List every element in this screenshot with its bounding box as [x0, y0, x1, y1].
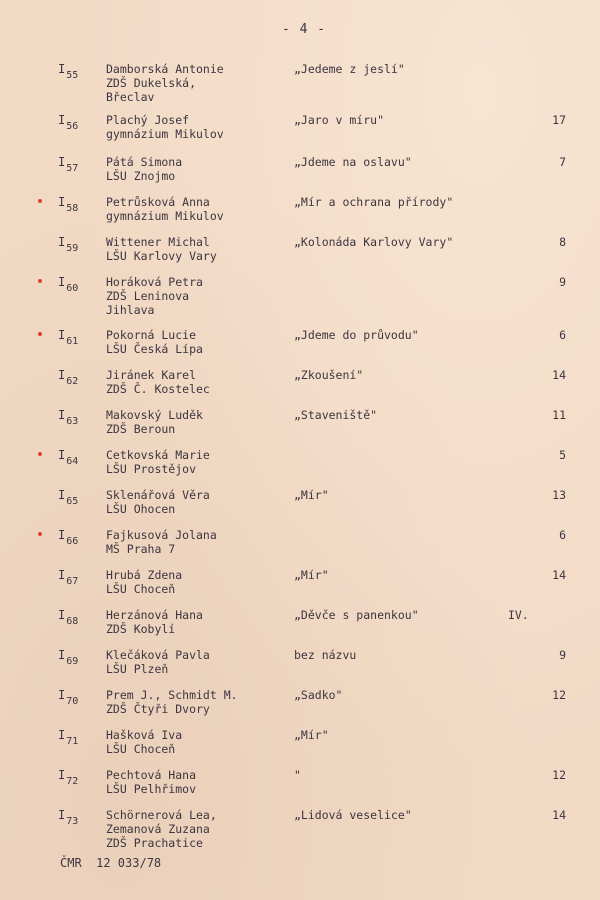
entry-author-line: Hašková Iva — [106, 728, 183, 742]
entry-code-letter: I — [58, 448, 66, 462]
entry-author-line: LŠU Znojmo — [106, 169, 176, 183]
entry-number: 8 — [559, 235, 566, 249]
entry-code-number: 73 — [66, 816, 79, 827]
entry-number: 6 — [559, 328, 566, 342]
entry-author — [106, 728, 182, 756]
entry-author — [106, 408, 203, 436]
entry-code-number: 61 — [66, 336, 79, 347]
entry-author-line: LŠU Choceň — [106, 742, 176, 756]
entry-code — [58, 728, 79, 747]
entry-code — [58, 488, 79, 507]
entry-code — [58, 648, 79, 667]
entry-title: „Zkoušení" — [294, 368, 364, 382]
entry-code-letter: I — [58, 608, 66, 622]
entry-author-line: Schörnerová Lea, — [106, 808, 217, 822]
entry-author — [106, 808, 217, 850]
entry-author-line: Fajkusová Jolana — [106, 528, 217, 542]
entry-author — [106, 488, 210, 516]
entry-code-letter: I — [58, 408, 66, 422]
entry-author-line: ZDŠ Dukelská, — [106, 76, 197, 90]
entry-code — [58, 608, 79, 627]
entry-number: 5 — [559, 448, 566, 462]
entry-code-number: 62 — [66, 376, 79, 387]
page-number: - 4 - — [282, 22, 327, 37]
entry-author — [106, 528, 217, 556]
entry-code-letter: I — [58, 768, 66, 782]
entry-title: „Kolonáda Karlovy Vary" — [294, 235, 454, 249]
entry-author-line: Pokorná Lucie — [106, 328, 197, 342]
entry-author — [106, 328, 203, 356]
entry-author-line: Břeclav — [106, 90, 155, 104]
entry-code — [58, 448, 79, 467]
document-reference: ČMR 12 033/78 — [60, 856, 162, 870]
entry-title: „Jdeme do průvodu" — [294, 328, 419, 342]
red-dot-mark — [38, 199, 42, 203]
entry-author — [106, 62, 224, 104]
entry-author-line: Herzánová Hana — [106, 608, 203, 622]
entry-code-letter: I — [58, 488, 66, 502]
entry-number: 17 — [552, 113, 566, 127]
entry-code — [58, 328, 79, 347]
entry-author-line: Horáková Petra — [106, 275, 203, 289]
entry-title: „Mír" — [294, 488, 329, 502]
entry-author-line: LŠU Karlovy Vary — [106, 249, 217, 263]
entry-code-number: 59 — [66, 243, 79, 254]
entry-number: 12 — [552, 688, 566, 702]
entry-code-number: 69 — [66, 656, 79, 667]
entry-code — [58, 768, 79, 787]
entry-author-line: MŠ Praha 7 — [106, 542, 176, 556]
entry-title: „Lidová veselice" — [294, 808, 412, 822]
entry-number: 14 — [552, 368, 566, 382]
entry-code — [58, 62, 79, 81]
entry-code-letter: I — [58, 235, 66, 249]
entry-code-number: 70 — [66, 696, 79, 707]
entry-author — [106, 648, 210, 676]
entry-code-number: 58 — [66, 203, 79, 214]
entry-code — [58, 113, 79, 132]
entry-code-number: 71 — [66, 736, 79, 747]
entry-author-line: Damborská Antonie — [106, 62, 224, 76]
entry-code — [58, 275, 79, 294]
entry-title: „Jedeme z jeslí" — [294, 62, 405, 76]
entry-author — [106, 688, 238, 716]
entry-code-letter: I — [58, 648, 66, 662]
entry-code-letter: I — [58, 155, 66, 169]
entry-title: „Mír" — [294, 568, 329, 582]
entry-number: 11 — [552, 408, 566, 422]
red-dot-mark — [38, 452, 42, 456]
entry-number: 14 — [552, 568, 566, 582]
entry-title: „Jaro v míru" — [294, 113, 385, 127]
entry-author-line: Jiránek Karel — [106, 368, 197, 382]
entry-author-line: LŠU Ohocen — [106, 502, 176, 516]
entry-code-letter: I — [58, 528, 66, 542]
entry-author-line: Jihlava — [106, 303, 155, 317]
entry-author — [106, 235, 217, 263]
entry-code-number: 57 — [66, 163, 79, 174]
entry-author-line: Cetkovská Marie — [106, 448, 210, 462]
entry-title: „Jdeme na oslavu" — [294, 155, 412, 169]
entry-code-letter: I — [58, 328, 66, 342]
entry-author — [106, 155, 182, 183]
entry-author-line: gymnázium Mikulov — [106, 127, 224, 141]
entry-code-letter: I — [58, 688, 66, 702]
entry-author-line: ZDŠ Prachatice — [106, 836, 203, 850]
entry-code-number: 60 — [66, 283, 79, 294]
entry-author — [106, 448, 210, 476]
entry-code-number: 67 — [66, 576, 79, 587]
entry-author — [106, 195, 224, 223]
entry-author-line: ZDŠ Č. Kostelec — [106, 382, 210, 396]
entry-author-line: Prem J., Schmidt M. — [106, 688, 238, 702]
red-dot-mark — [38, 279, 42, 283]
entry-author-line: ZDŠ Beroun — [106, 422, 176, 436]
entry-title: „Děvče s panenkou" — [294, 608, 419, 622]
entry-code-letter: I — [58, 62, 66, 76]
entry-code — [58, 568, 79, 587]
red-dot-mark — [38, 532, 42, 536]
entry-code-letter: I — [58, 195, 66, 209]
entry-code — [58, 368, 79, 387]
entry-code — [58, 688, 79, 707]
entry-author — [106, 368, 210, 396]
entry-author-line: Klečáková Pavla — [106, 648, 210, 662]
entry-title: " — [294, 768, 301, 782]
entry-author-line: LŠU Česká Lípa — [106, 342, 203, 356]
entry-code-letter: I — [58, 808, 66, 822]
red-dot-mark — [38, 332, 42, 336]
entry-author-line: LŠU Plzeň — [106, 662, 169, 676]
entry-code-number: 56 — [66, 121, 79, 132]
entry-author-line: Makovský Luděk — [106, 408, 203, 422]
entry-author-line: LŠU Prostějov — [106, 462, 197, 476]
entry-code-number: 64 — [66, 456, 79, 467]
entry-author — [106, 275, 203, 317]
entry-author — [106, 768, 196, 796]
entry-code — [58, 528, 79, 547]
entry-code-letter: I — [58, 368, 66, 382]
entry-title: „Staveniště" — [294, 408, 378, 422]
entry-title: bez názvu — [294, 648, 357, 662]
entry-code-letter: I — [58, 275, 66, 289]
entry-title: „Sadko" — [294, 688, 343, 702]
entry-author-line: Plachý Josef — [106, 113, 190, 127]
entry-code — [58, 408, 79, 427]
entry-code-number: 68 — [66, 616, 79, 627]
entry-title: „Mír" — [294, 728, 329, 742]
entry-number: 6 — [559, 528, 566, 542]
entry-author — [106, 568, 182, 596]
entry-author-line: ZDŠ Leninova — [106, 289, 190, 303]
entry-code — [58, 155, 79, 174]
entry-code — [58, 195, 79, 214]
entry-number: 14 — [552, 808, 566, 822]
entry-code — [58, 808, 79, 827]
entry-number: 13 — [552, 488, 566, 502]
entry-category: IV. — [508, 608, 529, 622]
entry-number: 9 — [559, 275, 566, 289]
entry-author-line: Wittener Michal — [106, 235, 210, 249]
entry-author-line: Sklenářová Věra — [106, 488, 210, 502]
entry-code-letter: I — [58, 728, 66, 742]
entry-number: 7 — [559, 155, 566, 169]
entry-author — [106, 113, 224, 141]
entry-author-line: Petrůsková Anna — [106, 195, 210, 209]
entry-author-line: LŠU Pelhřimov — [106, 782, 197, 796]
entry-author-line: Pátá Simona — [106, 155, 183, 169]
entry-code-number: 63 — [66, 416, 79, 427]
entry-code-number: 72 — [66, 776, 79, 787]
entry-code-letter: I — [58, 568, 66, 582]
entry-title: „Mír a ochrana přírody" — [294, 195, 454, 209]
entry-author-line: gymnázium Mikulov — [106, 209, 224, 223]
entry-author-line: ZDŠ Kobylí — [106, 622, 176, 636]
entry-author — [106, 608, 203, 636]
entry-author-line: LŠU Choceň — [106, 582, 176, 596]
entry-author-line: Pechtová Hana — [106, 768, 197, 782]
entry-code — [58, 235, 79, 254]
entry-code-number: 55 — [66, 70, 79, 81]
entry-number: 12 — [552, 768, 566, 782]
entry-code-letter: I — [58, 113, 66, 127]
entry-author-line: ZDŠ Čtyři Dvory — [106, 702, 210, 716]
entry-author-line: Zemanová Zuzana — [106, 822, 210, 836]
entry-author-line: Hrubá Zdena — [106, 568, 183, 582]
entry-code-number: 66 — [66, 536, 79, 547]
entry-code-number: 65 — [66, 496, 79, 507]
entry-number: 9 — [559, 648, 566, 662]
